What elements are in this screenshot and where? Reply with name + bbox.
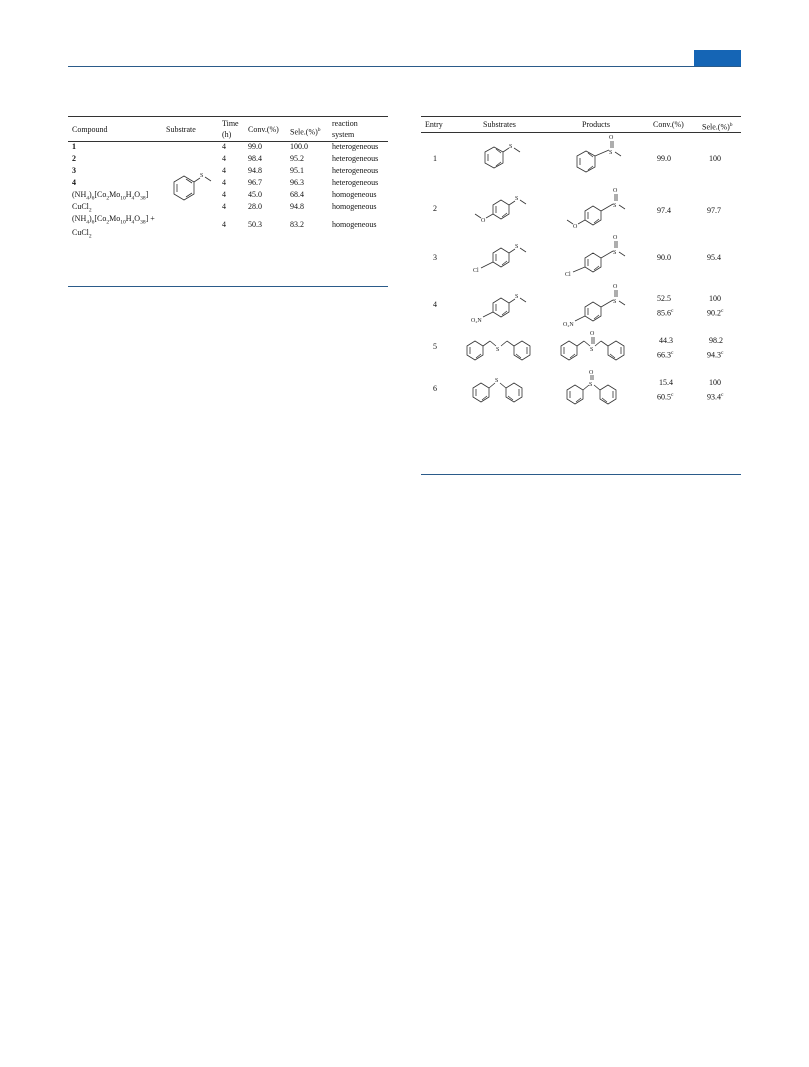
row2-system: heterogeneous xyxy=(332,154,379,163)
entry6-sele: 100 xyxy=(709,378,721,387)
thioanisole-structure xyxy=(164,170,220,204)
entry6-sele-alt: 93.4$^c$ xyxy=(707,392,724,402)
entry4-conv: 52.5 xyxy=(657,294,671,303)
row3-compound: 3 xyxy=(72,166,76,175)
sulfur-label: S xyxy=(515,244,519,250)
col-header-reaction: reaction xyxy=(332,119,358,128)
entry3-conv: 90.0 xyxy=(657,253,671,262)
entry5-sele: 98.2 xyxy=(709,336,723,345)
row7-system: homogeneous xyxy=(332,220,377,229)
col-header-sele: Sele.(%)$^b$ xyxy=(702,122,733,132)
product-4-methoxy-sulfoxide xyxy=(561,182,637,232)
col-header-time: Time xyxy=(222,119,239,128)
row1-compound: 1 xyxy=(72,142,76,151)
oxygen-label: O xyxy=(481,218,486,224)
row5-system: homogeneous xyxy=(332,190,377,199)
substrate-4-methoxythioanisole xyxy=(469,188,545,228)
entry1-conv: 99.0 xyxy=(657,154,671,163)
substrate-thioanisole xyxy=(479,142,535,176)
sulfur-label: S xyxy=(589,382,593,388)
row6-conv: 28.0 xyxy=(248,202,262,211)
row2-compound: 2 xyxy=(72,154,76,163)
col-header-conv: Conv.(%) xyxy=(653,120,684,129)
product-4-chloro-sulfoxide xyxy=(561,230,637,280)
entry3-sele: 95.4 xyxy=(707,253,721,262)
row2-time: 4 xyxy=(222,154,226,163)
substrate-4-chlorothioanisole xyxy=(469,236,545,276)
row5-compound: $(NH_4)_6[Co_2Mo_{10}H_4O_{38}]$ xyxy=(72,190,149,202)
entry5-sele-alt: 94.3$^c$ xyxy=(707,350,724,360)
entry1-sele: 100 xyxy=(709,154,721,163)
table-top-rule xyxy=(421,116,741,117)
oxygen-label: O xyxy=(613,188,618,194)
entry1-number: 1 xyxy=(433,154,437,163)
product-diphenyl-sulfoxide xyxy=(563,370,643,410)
row1-conv: 99.0 xyxy=(248,142,262,151)
sulfur-label: S xyxy=(613,299,617,305)
row6-sele: 94.8 xyxy=(290,202,304,211)
row3-system: heterogeneous xyxy=(332,166,379,175)
entry2-number: 2 xyxy=(433,204,437,213)
col-header-products: Products xyxy=(582,120,610,129)
row6-system: homogeneous xyxy=(332,202,377,211)
row7-sele: 83.2 xyxy=(290,220,304,229)
sulfur-label: S xyxy=(613,250,617,256)
entry4-number: 4 xyxy=(433,300,437,309)
sulfur-label: S xyxy=(496,347,500,353)
oxygen-label: O xyxy=(589,370,594,376)
row4-compound: 4 xyxy=(72,178,76,187)
chlorine-label: Cl xyxy=(565,272,571,278)
entry4-sele-alt: 90.2$^c$ xyxy=(707,308,724,318)
row4-system: heterogeneous xyxy=(332,178,379,187)
row4-sele: 96.3 xyxy=(290,178,304,187)
chlorine-label: Cl xyxy=(473,268,479,274)
row7-time: 4 xyxy=(222,220,226,229)
entry3-number: 3 xyxy=(433,253,437,262)
table-header-rule xyxy=(421,132,741,133)
row4-time: 4 xyxy=(222,178,226,187)
col-header-substrate: Substrate xyxy=(166,125,196,134)
page-corner-tab xyxy=(694,50,741,66)
col-header-sele: Sele.(%)$^b$ xyxy=(290,127,321,137)
row1-system: heterogeneous xyxy=(332,142,379,151)
entry2-conv: 97.4 xyxy=(657,206,671,215)
row7-conv: 50.3 xyxy=(248,220,262,229)
row2-sele: 95.2 xyxy=(290,154,304,163)
nitro-label: O₂N xyxy=(563,322,574,328)
entry5-number: 5 xyxy=(433,342,437,351)
row4-conv: 96.7 xyxy=(248,178,262,187)
sulfur-label: S xyxy=(590,347,594,353)
row7-compound: $(NH_4)_6[Co_2Mo_{10}H_4O_{38}]$ + CuCl$_2$ xyxy=(72,214,155,240)
col-header-system: system xyxy=(332,130,355,139)
col-header-entry: Entry xyxy=(425,120,443,129)
table-bottom-rule xyxy=(421,474,741,475)
oxygen-label: O xyxy=(573,224,578,230)
col-header-compound: Compound xyxy=(72,125,108,134)
entry6-conv-alt: 60.5$^c$ xyxy=(657,392,674,402)
oxygen-label: O xyxy=(613,284,618,290)
row5-conv: 45.0 xyxy=(248,190,262,199)
col-header-substrates: Substrates xyxy=(483,120,516,129)
sulfur-label: S xyxy=(495,378,499,384)
sulfur-label: S xyxy=(515,294,519,300)
col-header-time-unit: (h) xyxy=(222,130,232,139)
row5-time: 4 xyxy=(222,190,226,199)
sulfur-label: S xyxy=(609,150,613,156)
product-methyl-phenyl-sulfoxide xyxy=(573,134,633,178)
nitro-label: O₂N xyxy=(471,318,482,324)
row3-sele: 95.1 xyxy=(290,166,304,175)
sulfur-label: S xyxy=(200,173,204,179)
row6-time: 4 xyxy=(222,202,226,211)
row3-time: 4 xyxy=(222,166,226,175)
entry6-number: 6 xyxy=(433,384,437,393)
product-4-nitro-sulfoxide xyxy=(561,280,637,330)
row6-compound: CuCl$_2$ xyxy=(72,202,92,214)
entry4-sele: 100 xyxy=(709,294,721,303)
substrate-dibenzyl-sulfide xyxy=(463,332,563,362)
entry5-conv-alt: 66.3$^c$ xyxy=(657,350,674,360)
row1-time: 4 xyxy=(222,142,226,151)
entry5-conv: 44.3 xyxy=(659,336,673,345)
sulfur-label: S xyxy=(613,203,617,209)
row2-conv: 98.4 xyxy=(248,154,262,163)
row5-sele: 68.4 xyxy=(290,190,304,199)
sulfur-label: S xyxy=(515,196,519,202)
entry4-conv-alt: 85.6$^c$ xyxy=(657,308,674,318)
header-rule xyxy=(68,66,741,67)
row3-conv: 94.8 xyxy=(248,166,262,175)
col-header-conv: Conv.(%) xyxy=(248,125,279,134)
oxygen-label: O xyxy=(609,135,614,141)
sulfur-label: S xyxy=(509,144,513,150)
entry6-conv: 15.4 xyxy=(659,378,673,387)
substrate-4-nitrothioanisole xyxy=(469,284,545,326)
oxygen-label: O xyxy=(613,235,618,241)
entry2-sele: 97.7 xyxy=(707,206,721,215)
table-bottom-rule xyxy=(68,286,388,287)
table-top-rule xyxy=(68,116,388,117)
oxygen-label: O xyxy=(590,331,595,337)
row1-sele: 100.0 xyxy=(290,142,308,151)
product-dibenzyl-sulfoxide xyxy=(557,326,657,362)
substrate-diphenyl-sulfide xyxy=(469,374,549,408)
